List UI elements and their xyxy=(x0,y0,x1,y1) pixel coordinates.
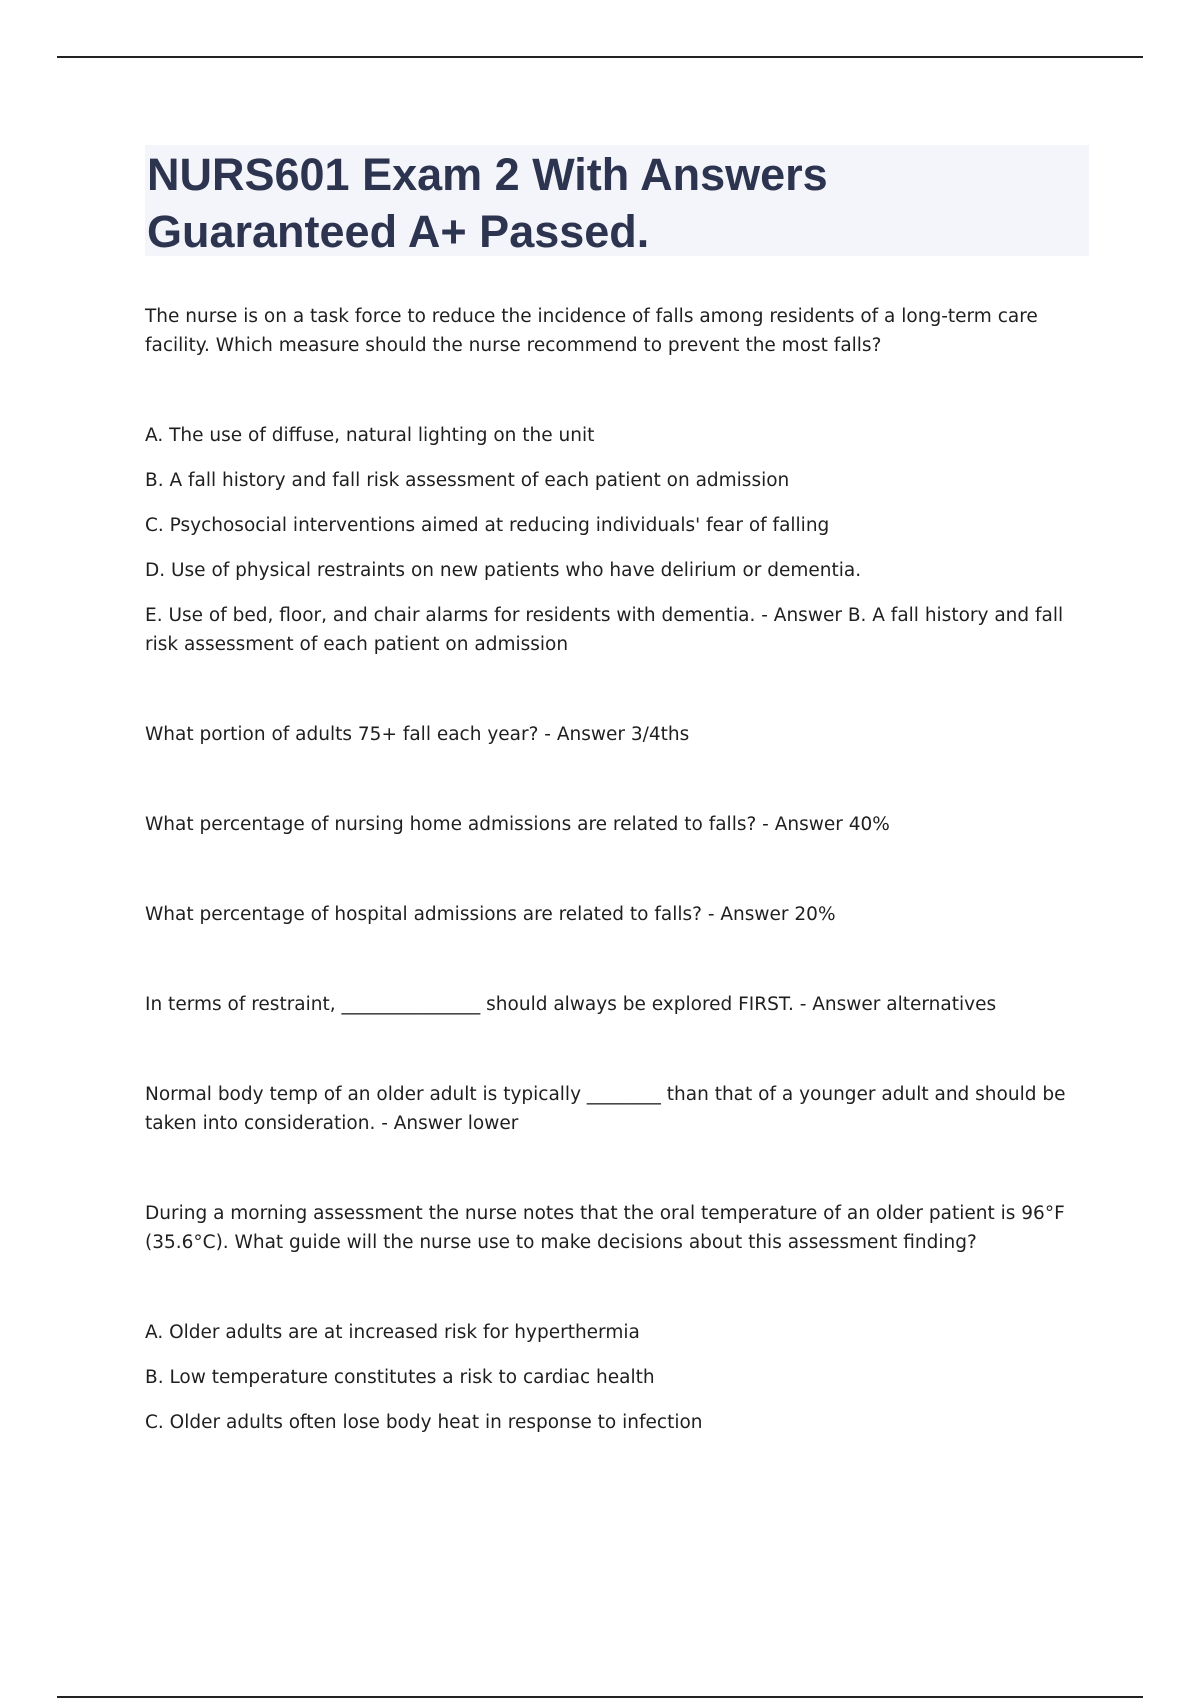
question-1-option-e-answer: E. Use of bed, floor, and chair alarms for residents with dementia. - Answer B. A fall history and fall risk assessment of each patient on admission xyxy=(145,605,1064,655)
question-1-option-a: A. The use of diffuse, natural lighting on the unit xyxy=(145,425,595,446)
question-1-option-b: B. A fall history and fall risk assessment of each patient on admission xyxy=(145,470,790,491)
question-1-option-c: C. Psychosocial interventions aimed at reducing individuals' fear of falling xyxy=(145,515,830,536)
top-divider xyxy=(57,56,1143,58)
question-1-option-d: D. Use of physical restraints on new patients who have delirium or dementia. xyxy=(145,560,862,581)
question-7: During a morning assessment the nurse notes that the oral temperature of an older patient is 96°F (35.6°C). What guide will the nurse use to make decisions about this assessment finding? xyxy=(145,1203,1065,1253)
question-2: What portion of adults 75+ fall each year? - Answer 3/4ths xyxy=(145,724,690,745)
question-6: Normal body temp of an older adult is typically ________ than that of a younger adult and should be taken into consideration. - Answer lower xyxy=(145,1084,1066,1134)
question-3: What percentage of nursing home admissions are related to falls? - Answer 40% xyxy=(145,814,890,835)
question-4: What percentage of hospital admissions are related to falls? - Answer 20% xyxy=(145,904,836,925)
question-7-option-c: C. Older adults often lose body heat in response to infection xyxy=(145,1412,703,1433)
document-body xyxy=(145,302,1090,1437)
document-title: NURS601 Exam 2 With Answers Guaranteed A+ Passed. xyxy=(147,149,828,257)
question-1: The nurse is on a task force to reduce the incidence of falls among residents of a long-term care facility. Which measure should the nurse recommend to prevent the most falls? xyxy=(145,306,1038,356)
question-5: In terms of restraint, _______________ should always be explored FIRST. - Answer alternatives xyxy=(145,994,997,1015)
question-7-option-b: B. Low temperature constitutes a risk to cardiac health xyxy=(145,1367,655,1388)
bottom-divider xyxy=(57,1696,1143,1698)
question-7-option-a: A. Older adults are at increased risk for hyperthermia xyxy=(145,1322,640,1343)
